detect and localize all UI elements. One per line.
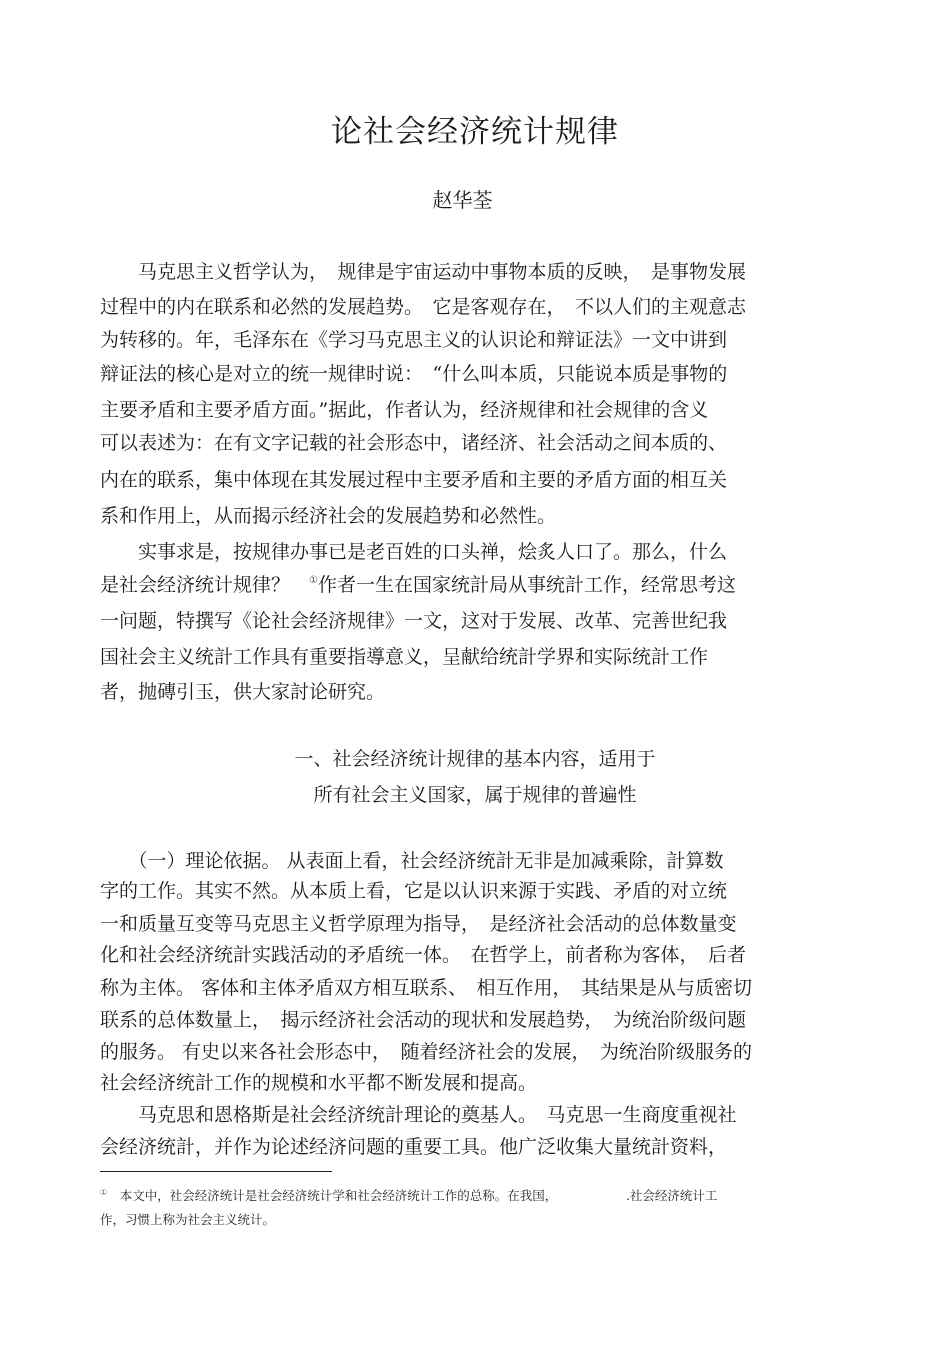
footnote-line [100,1185,717,1209]
paragraph-line: 马克思主义哲学认为， 规律是宇宙运动中事物本质的反映， 是事物发展 [100,261,747,283]
paragraph-line: 可以表述为：在有文字记载的社会形态中，诸经济、社会活动之间本质的、 [100,432,728,454]
paragraph-line: 辩证法的核心是对立的统一规律时说： “什么叫本质，只能说本质是事物的 [100,363,728,385]
paragraph-line: 联系的总体数量上， 揭示经济社会活动的现状和发展趋势， 为统治阶级问题 [100,1009,747,1031]
paragraph-line: 系和作用上，从而揭示经济社会的发展趋势和必然性。 [100,505,557,527]
paragraph-line: 过程中的内在联系和必然的发展趋势。 它是客观存在， 不以人们的主观意志 [100,296,747,318]
paragraph-line: 内在的联系，集中体现在其发展过程中主要矛盾和主要的矛盾方面的相互关 [100,469,728,491]
section-heading-line: 所有社会主义国家，属于规律的普遍性 [313,784,637,806]
paragraph-line: 为转移的。年，毛泽东在《学习马克思主义的认识论和辩证法》一文中讲到 [100,329,728,351]
paragraph-line: 社会经济统計工作的规模和水平都不断发展和提高。 [100,1072,538,1094]
footnote-line: 作，习惯上称为社会主义统计。 [100,1212,276,1227]
line-tail: 作者一生在国家统計局从事统計工作，经常思考这 [318,574,737,596]
paragraph-line: 国社会主义统計工作具有重要指導意义，呈献给统計学界和实际统計工作 [100,646,709,668]
paragraph-line: 字的工作。其实不然。从本质上看，它是以认识来源于实践、矛盾的对立统 [100,880,728,902]
paragraph-line: 主要矛盾和主要矛盾方面。”据此，作者认为，经济规律和社会规律的含义 [100,399,709,421]
paragraph-line: 实事求是，按规律办事已是老百姓的口头禅，烩炙人口了。那么，什么 [100,541,728,563]
line-head: 是社会经济统计规律？ [100,574,291,596]
section-heading-line: 一、社会经济统计规律的基本内容，适用于 [294,748,656,770]
footnote-mark: ① [100,1188,108,1197]
paragraph-line: 会经济统計，并作为论述经济问题的重要工具。他广泛收集大量统計资料， [100,1136,728,1158]
footnote-text: 本文中，社会经济统计是社会经济统计学和社会经济统计工作的总称。在我国， .社会经济统计工 [119,1188,718,1203]
paragraph-line: （一）理论依据。 从表面上看，社会经济统計无非是加减乘除，計算数 [100,850,724,872]
paragraph-line: 一问题，特撰写《论社会经济规律》一文，这对于发展、改革、完善世纪我 [100,610,728,632]
paragraph-line: 马克思和恩格斯是社会经济统計理论的奠基人。 马克思一生商度重视社 [100,1104,737,1126]
paragraph-line: 的服务。 有史以来各社会形态中， 随着经济社会的发展， 为统治阶级服务的 [100,1041,753,1063]
paragraph-line: 化和社会经济统計实践活动的矛盾统一体。 在哲学上，前者称为客体， 后者 [100,944,747,966]
document-title: 论社会经济统计规律 [331,114,619,150]
paragraph-line: 称为主体。 客体和主体矛盾双方相互联系、 相互作用， 其结果是从与质密切 [100,977,753,999]
author-name: 赵华荃 [432,188,493,212]
footnote-reference[interactable]: ① [309,575,318,586]
paragraph-line: 者，抛磚引玉，供大家討论研究。 [100,681,386,703]
footnote-separator [100,1171,332,1172]
paragraph-line: 一和质量互变等马克思主义哲学原理为指导， 是经济社会活动的总体数量变 [100,913,737,935]
paragraph-line [100,570,736,604]
